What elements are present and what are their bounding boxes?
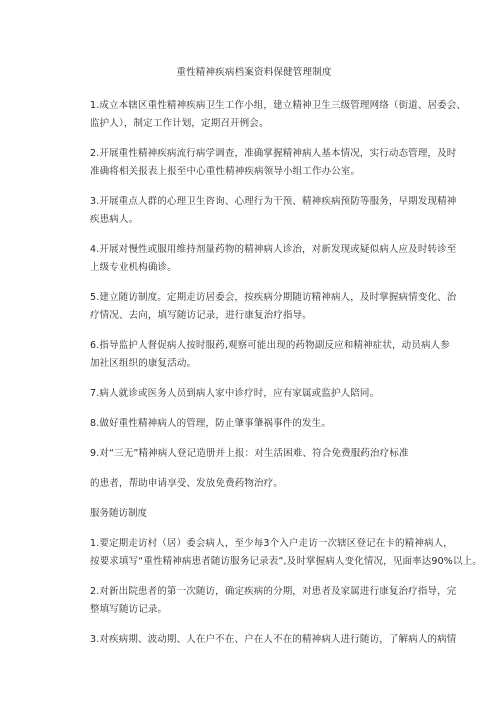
paragraph-line: 3.对疾病期、波动期、人在户不在、户在人不在的精神病人进行随访，了解病人的病情 <box>90 634 457 645</box>
paragraph-1 <box>90 97 467 133</box>
paragraph-4 <box>90 241 457 277</box>
paragraph-line: 5.建立随访制度。定期走访居委会，按疾病分期随访精神病人，及时掌握病情变化、治 <box>90 292 457 303</box>
service-paragraph-2 <box>90 583 457 619</box>
paragraph-line: 1.要定期走访村（居）委会病人，至少每3个入户走访一次辖区登记在卡的精神病人， <box>90 538 453 549</box>
paragraph-9b <box>90 475 418 493</box>
paragraph-line: 9.对“三无”精神病人登记造册并上报：对生活困难、符合免费服药治疗标准 <box>90 448 409 459</box>
paragraph-line: 2.开展重性精神疾病流行病学调查，准确掌握精神病人基本情况，实行动态管理，及时 <box>90 148 457 159</box>
paragraph-line: 整填写随访记录。 <box>90 604 168 615</box>
paragraph-5 <box>90 289 457 325</box>
paragraph-line: 疗情况、去向，填写随访记录，进行康复治疗指导。 <box>90 310 312 321</box>
paragraph-line: 8.做好重性精神病人的管理，防止肇事肇祸事件的发生。 <box>90 418 331 429</box>
paragraph-7 <box>90 385 418 403</box>
paragraph-line: 疾患病人。 <box>90 214 139 225</box>
paragraph-line: 1.成立本辖区重性精神疾病卫生工作小组，建立精神卫生三级管理网络（街道、居委会、 <box>90 100 467 111</box>
paragraph-line: 2.对新出院患者的第一次随访，确定疾病的分期，对患者及家属进行康复治疗指导，完 <box>90 586 457 597</box>
service-paragraph-3 <box>90 631 457 649</box>
paragraph-line: 6.指导监护人督促病人按时服药,观察可能出现的药物副反应和精神症状，动员病人参 <box>90 340 450 351</box>
document-title: 重性精神疾病档案资料保健管理制度 <box>176 67 332 78</box>
paragraph-line: 监护人），制定工作计划，定期召开例会。 <box>90 118 269 129</box>
paragraph-3 <box>90 193 457 229</box>
paragraph-8 <box>90 415 418 433</box>
paragraph-line: 上级专业机构确诊。 <box>90 262 177 273</box>
paragraph-9a <box>90 445 418 463</box>
paragraph-6 <box>90 337 450 373</box>
paragraph-line: 加社区组织的康复活动。 <box>90 358 197 369</box>
section-heading: 服务随访制度 <box>90 508 148 519</box>
paragraph-line: 按要求填写“重性精神病患者随访服务记录表”,及时掌握病人变化情况，见面率达90%以上。 <box>90 556 482 567</box>
paragraph-line: 准确将相关报表上报至中心重性精神疾病领导小组工作办公室。 <box>90 166 361 177</box>
paragraph-line: 7.病人就诊或医务人员到病人家中诊疗时，应有家属或监护人陪同。 <box>90 388 380 399</box>
service-paragraph-1 <box>90 535 482 571</box>
paragraph-2 <box>90 145 457 181</box>
paragraph-line: 的患者，帮助申请享受、发放免费药物治疗。 <box>90 478 284 489</box>
paragraph-line: 3.开展重点人群的心理卫生咨询、心理行为干预、精神疾病预防等服务，早期发现精神 <box>90 196 457 207</box>
paragraph-line: 4.开展对慢性或服用维持剂量药物的精神病人诊治，对新发现或疑似病人应及时转诊至 <box>90 244 457 255</box>
